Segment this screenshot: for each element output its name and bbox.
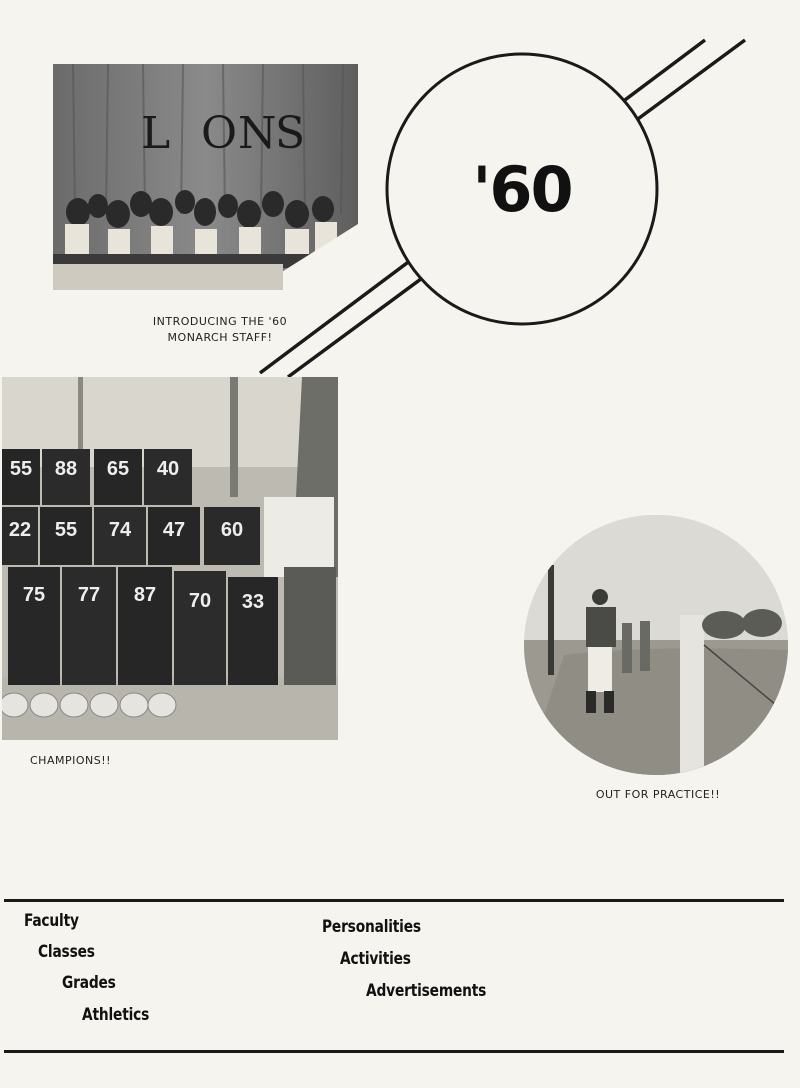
jersey-row-3 [2, 567, 338, 687]
jersey-number: 77 [62, 567, 116, 685]
jersey-number: 87 [118, 567, 172, 685]
toc-item-personalities: Personalities [322, 917, 421, 937]
team-photo [2, 377, 338, 740]
jersey-row-2 [2, 507, 264, 567]
staff-caption [125, 314, 315, 346]
jersey-number: 74 [94, 507, 146, 565]
toc-item-classes: Classes [38, 942, 95, 962]
staff-caption-line-2: MONARCH STAFF! [167, 331, 273, 344]
banner-letter-1: L [141, 108, 171, 159]
jersey-number: 33 [228, 577, 278, 685]
staff-photo [53, 64, 358, 290]
jersey-number: 55 [2, 449, 40, 505]
toc-item-grades: Grades [62, 973, 116, 993]
banner-letter-2: O [201, 108, 238, 159]
jersey-row-1 [2, 449, 202, 509]
team-caption: CHAMPIONS!! [30, 754, 112, 767]
coach-figure [284, 567, 336, 685]
banner-letter-4: S [275, 108, 306, 159]
toc-item-athletics: Athletics [82, 1005, 150, 1025]
practice-caption: OUT FOR PRACTICE!! [595, 788, 721, 801]
staff-caption-line-1: INTRODUCING THE '60 [152, 315, 288, 328]
jersey-number: 22 [2, 507, 38, 565]
jersey-number: 47 [148, 507, 200, 565]
top-divider [4, 899, 784, 902]
toc-item-advertisements: Advertisements [366, 981, 487, 1001]
practice-photo [524, 515, 788, 775]
jersey-number: 65 [94, 449, 142, 505]
jersey-number: 88 [42, 449, 90, 505]
banner-letter-3: N [238, 108, 277, 159]
toc-item-faculty: Faculty [24, 911, 79, 931]
year-label: '60 [472, 153, 572, 226]
jersey-number: 60 [204, 507, 260, 565]
jersey-number: 40 [144, 449, 192, 505]
toc-item-activities: Activities [340, 949, 411, 969]
bottom-divider [4, 1050, 784, 1053]
jersey-number: 75 [8, 567, 60, 685]
jersey-number: 55 [40, 507, 92, 565]
jersey-number: 70 [174, 571, 226, 685]
